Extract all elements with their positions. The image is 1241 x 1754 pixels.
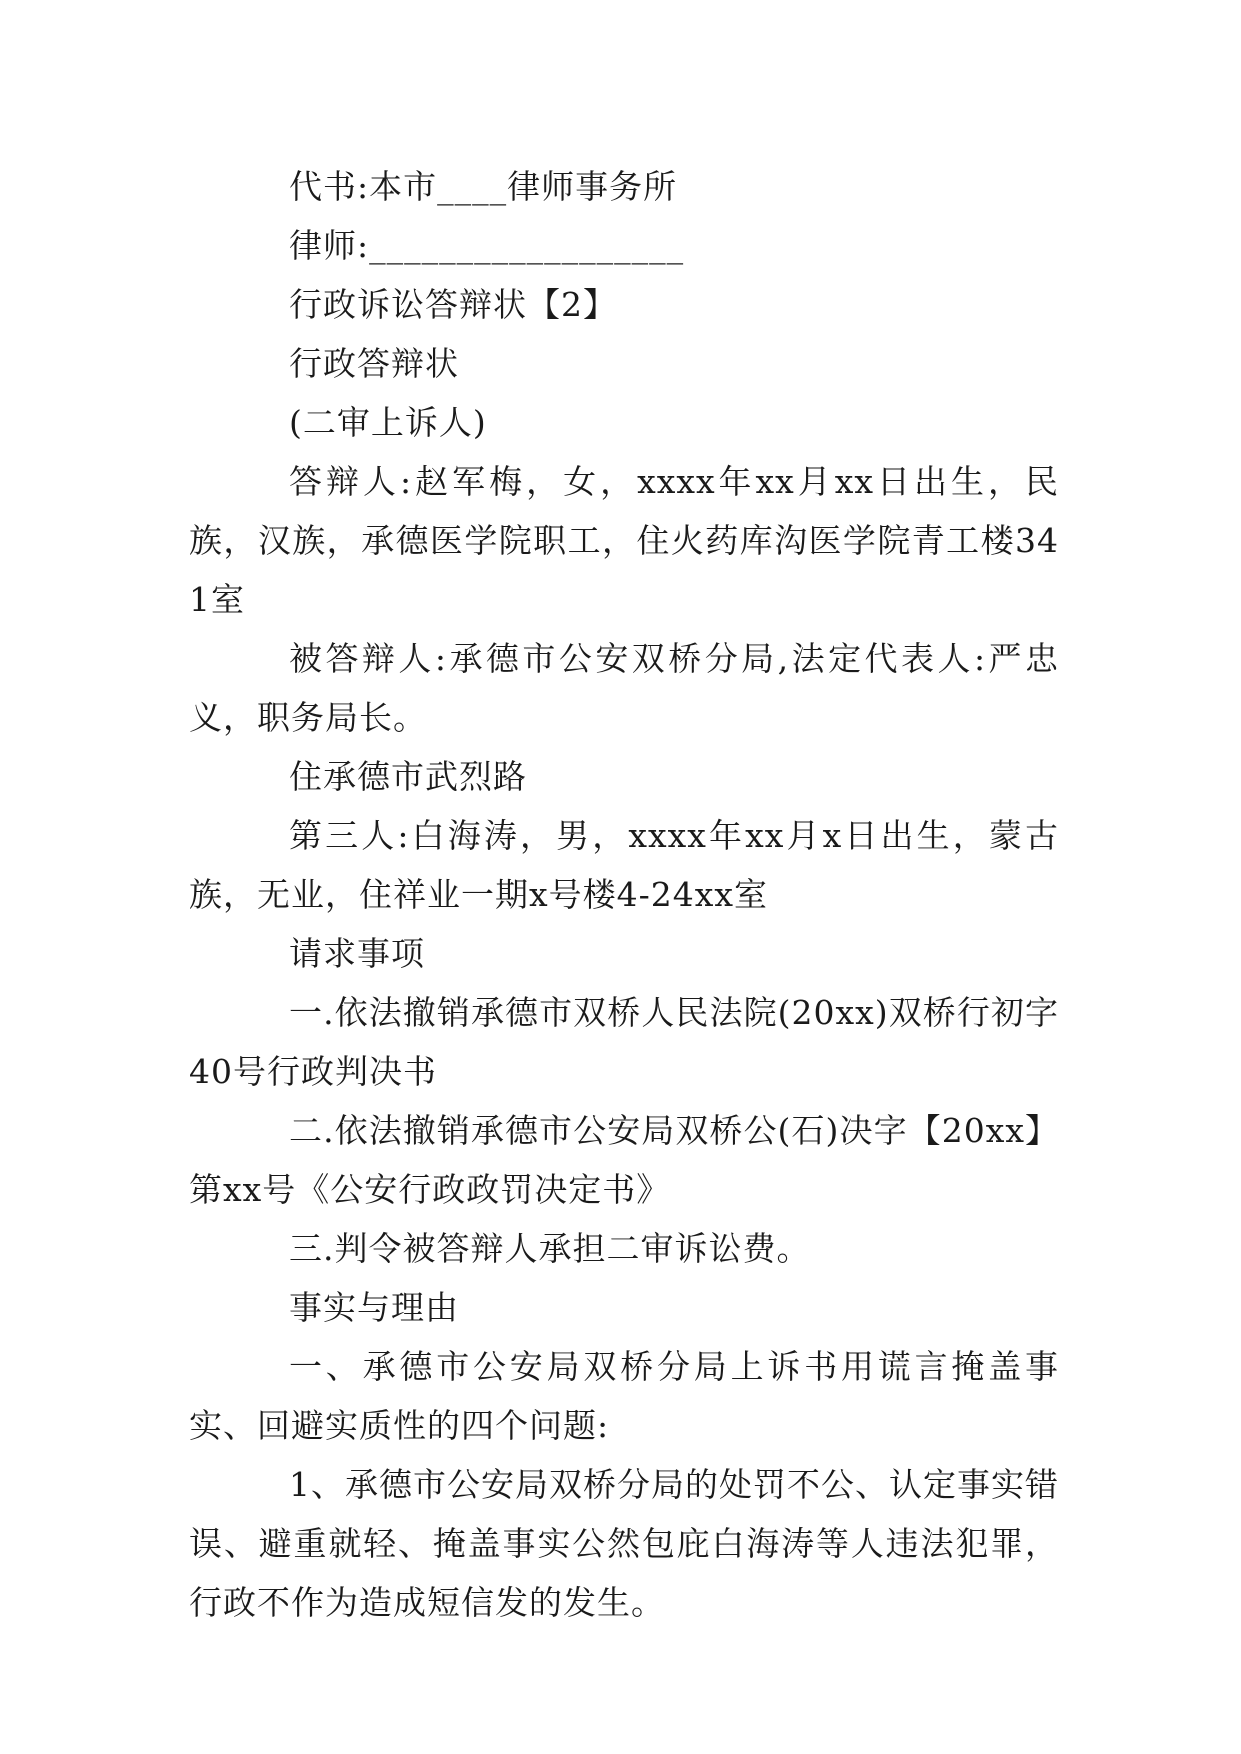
paragraph-address: 住承德市武烈路	[289, 757, 527, 796]
request-item-3: 三.判令被答辩人承担二审诉讼费。	[289, 1229, 811, 1268]
heading-requests: 请求事项	[289, 934, 425, 973]
paragraph-lawyer: 律师:__________________	[289, 226, 685, 265]
paragraph-drafter: 代书:本市____律师事务所	[289, 167, 678, 206]
document-title: 行政答辩状	[289, 344, 459, 383]
document-subtitle: (二审上诉人)	[289, 403, 487, 442]
heading-facts-reasons: 事实与理由	[289, 1288, 459, 1327]
section-heading-2: 行政诉讼答辩状【2】	[289, 285, 617, 324]
request-item-2: 二.依法撤销承德市公安局双桥公(石)决字【20xx】第xx号《公安行政政罚决定书》	[189, 1111, 1059, 1209]
request-item-1: 一.依法撤销承德市双桥人民法院(20xx)双桥行初字40号行政判决书	[189, 993, 1059, 1091]
paragraph-respondent: 答辩人:赵军梅，女，xxxx年xx月xx日出生，民族，汉族，承德医学院职工，住火药库沟医学院青工楼341室	[189, 462, 1059, 619]
paragraph-appellee: 被答辩人:承德市公安双桥分局,法定代表人:严忠义，职务局长。	[189, 639, 1059, 737]
facts-point-1: 一、承德市公安局双桥分局上诉书用谎言掩盖事实、回避实质性的四个问题:	[189, 1347, 1059, 1445]
facts-subpoint-1: 1、承德市公安局双桥分局的处罚不公、认定事实错误、避重就轻、掩盖事实公然包庇白海涛等人违法犯罪，行政不作为造成短信发的发生。	[189, 1465, 1059, 1622]
paragraph-third-party: 第三人:白海涛，男，xxxx年xx月x日出生，蒙古族，无业，住祥业一期x号楼4-24xx室	[189, 816, 1059, 914]
document-body	[189, 157, 1059, 1632]
